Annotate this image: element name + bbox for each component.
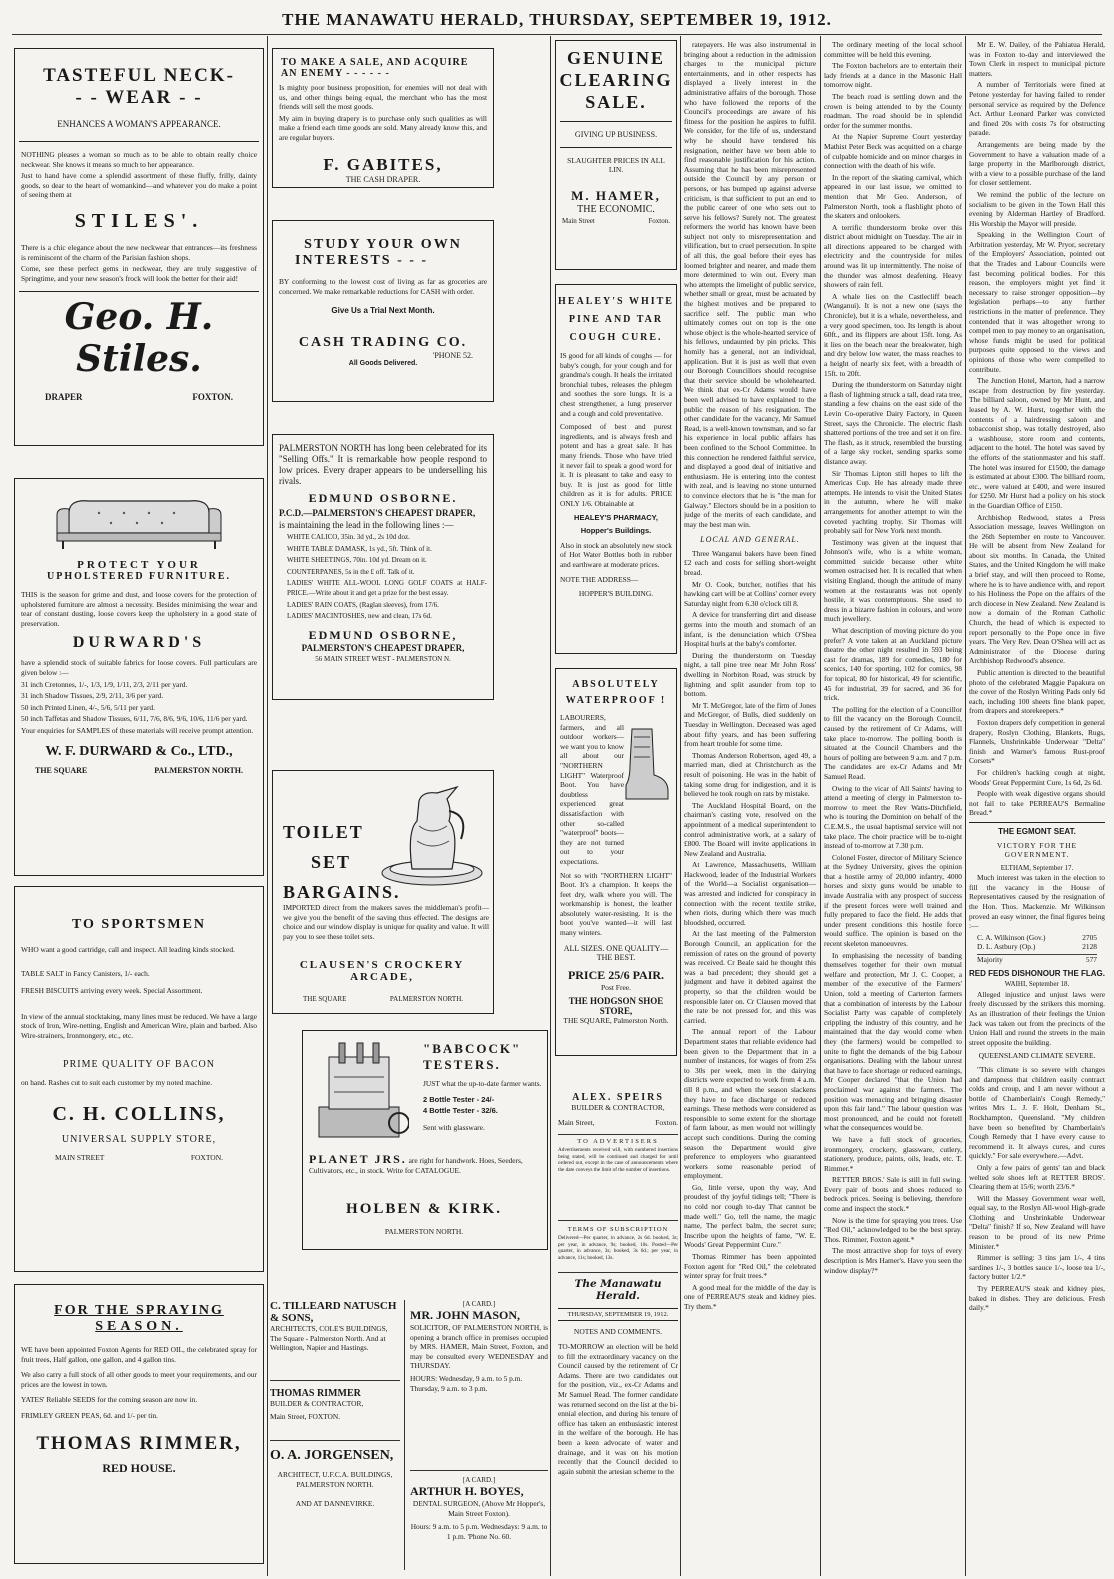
news-paragraph: Owing to the vicar of All Saints' having to attend a meeting of clergy in Palmerston to-morrow to meet the Rev Watts-Ditchfield, who is touring the Dominion on behalf of the C.E.M.S., the usual baptismal service will not take place. The choir practice will be to-night instead of to-morrow at 7.30 p.m. [824, 783, 962, 851]
result-value: 2128 [1082, 942, 1097, 952]
cash-name: CASH TRADING CO. [298, 335, 468, 351]
durward-item: 31 inch Cretonnes, 1/-, 1/3, 1/9, 1/11, 2/3, 2/11 per yard. [21, 679, 188, 689]
stiles-text: Come, see these perfect gems in neckwear, they are truly suggestive of Springtime, and your new season's frock will look the better for their aid! [21, 264, 257, 283]
rimmer-advert [14, 1284, 264, 1564]
victory-heading: VICTORY FOR THE GOVERNMENT. [996, 840, 1078, 860]
jorgensen-name: O. A. JORGENSEN, [270, 1448, 394, 1463]
gabites-name: F. GABITES, [323, 154, 443, 174]
result-name: Majority [977, 955, 1003, 965]
osborne-address: 56 MAIN STREET WEST - PALMERSTON N. [315, 654, 451, 663]
clausen-name: CLAUSEN'S CROCKERY ARCADE, [299, 959, 465, 983]
result-name: D. L. Astbury (Op.) [977, 942, 1036, 952]
gabites-text: My aim in buying drapery is to purchase only such qualities as will make a friend each time goods are sold. Many already know this, and are regular buyers. [279, 113, 487, 142]
gabites-text: Is mighty poor business proposition, for enemies will not deal with us, and other things being equal, the merchant who has the most friends will sell the most goods. [279, 83, 487, 112]
section-rule [558, 1134, 678, 1135]
cash-trading-advert [272, 220, 494, 402]
osborne-name: EDMUND OSBORNE. [308, 491, 458, 505]
collins-advert [14, 886, 264, 1272]
eltham-dateline: ELTHAM, September 17. [1000, 863, 1074, 872]
clausen-title: TOILET [283, 822, 364, 842]
speirs-address-left: Main Street, [558, 1118, 595, 1127]
cash-delivered: All Goods Delivered. [348, 360, 418, 368]
news-paragraph: The beach road is settling down and the crown is being attended to by the County roadman. The road should be in splendid order for the summer months. [824, 91, 962, 130]
durward-text: have a splendid stock of suitable fabrics for loose covers. Full particulars are given below :— [21, 658, 257, 677]
news-paragraph: Three Wanganui bakers have been fined £2 each and costs for selling short-weight bread. [684, 548, 816, 578]
news-paragraph: At Lawrence, Massachusetts, William Hackwood, leader of the Industrial Workers of the World—a Socialist organisation—was arrested and indicted for conspiracy in connection with the recent textile strike, when riots, during which there was much bloodshed, occurred. [684, 860, 816, 927]
rimmer-text: YATES' Reliable SEEDS for the coming season are now in. [21, 1395, 198, 1405]
subscription-title: TERMS OF SUBSCRIPTION [567, 1226, 669, 1233]
durward-advert [14, 478, 264, 876]
durward-item: 31 inch Shadow Tissues, 2/9, 2/11, 3/6 per yard. [21, 691, 164, 701]
advertisers-notice [558, 1138, 678, 1173]
holben-title: "BABCOCK" TESTERS. [423, 1041, 522, 1072]
stiles-signature: Geo. H. Stiles. [64, 296, 214, 381]
rimmer-place: RED HOUSE. [102, 1460, 176, 1475]
speirs-name: ALEX. SPEIRS [572, 1092, 664, 1103]
hodgson-text: Not so with "NORTHERN LIGHT" Boot. It's a champion. It keeps the feet dry, walk where you will. The workmanship is honest, the leather absolutely water-resisting. It is the boot you've wanted—it will last many winters. [560, 870, 672, 938]
herald-section: NOTES AND COMMENTS. [573, 1327, 663, 1336]
collins-title: TO SPORTSMEN [71, 917, 207, 932]
speirs-address-right: Foxton. [655, 1118, 678, 1127]
news-column-5 [824, 40, 962, 1575]
durward-title-2: UPHOLSTERED FURNITURE. [46, 571, 232, 582]
rimmer-card-address: Main Street, FOXTON. [270, 1412, 341, 1421]
rimmer-text: FRIMLEY GREEN PEAS, 6d. and 1/- per tin. [21, 1410, 158, 1420]
collins-text: on hand. Rashes cut to suit each customer by my noted machine. [21, 1077, 213, 1087]
card-rule [410, 1470, 548, 1471]
durward-footer-left: THE SQUARE [35, 765, 88, 775]
hodgson-text: LABOURERS, farmers, and all outdoor workers—we want you to know all about our "NORTHERN LIGHT" Waterproof Boot. You have doubtless experienced great dissatisfaction with other so-called "waterproof" boots—they are not turned out to your expectations. [560, 713, 624, 866]
osborne-item: LADIES' WHITE ALL-WOOL LONG GOLF COATS at HALF-PRICE.—Write about it and get a prize for the best essay. [287, 579, 487, 597]
news-column-4 [684, 40, 816, 1575]
holben-tester-2: 2 Bottle Tester - 24/- [423, 1094, 495, 1104]
news-paragraph: At the Napier Supreme Court yesterday Mathist Peter Beck was acquitted on a charge of culpable homicide and on minor charges in connection with the death of his wife. [824, 132, 962, 171]
news-paragraph: Go, little verse, upon thy way, And proudest of thy joyful tidings tell; "There is no cold nor cough to-day That cannot be made well." Go, tell the name, the magic name, The perfect balm, the secret sure; Inscribe upon the heights of fame, "W. E. Woods' Great Peppermint Cure." [684, 1182, 816, 1250]
news-paragraph: During the thunderstorm on Tuesday night, a tall pine tree near Mr John Ross' dwelling in Norbiton Road, was struck by lightning and split asunder from top to bottom. [684, 650, 816, 699]
advertisers-title: TO ADVERTISERS [577, 1138, 659, 1145]
healey-name: HEALEY'S PHARMACY, [574, 512, 658, 522]
news-paragraph: The polling for the election of a Councillor to fill the vacancy on the Borough Council, caused by the retirement of Cr Adams, will take place to-morrow. The polling booth is situated at the Council Chambers and the hours of polling are between 9 a.m. and 7 p.m. The candidates are ex-Cr Adams and Mr Samuel Read. [824, 704, 962, 781]
gabites-title: TO MAKE A SALE, AND ACQUIRE AN ENEMY - - - - - - [281, 57, 469, 79]
osborne-item: COUNTERPANES, 5s in the £ off. Talk of it. [287, 567, 415, 576]
boyes-text: DENTAL SURGEON, (Above Mr Hopper's, Main Street Foxton). [412, 1499, 546, 1518]
news-paragraph: In the report of the skating carnival, which appeared in our last issue, we omitted to mention that Mr Geo. Anderson, of Palmerston North, took a flashlight photo of the skaters and onlookers. [824, 172, 962, 221]
holben-planet: PLANET JRS. [309, 1152, 407, 1166]
rimmer-card-text: BUILDER & CONTRACTOR, [270, 1399, 364, 1408]
news-paragraph: Testimony was given at the inquest that Johnson's wife, who is a white woman, committed suicide because other white women ostracised her. It is recalled that when visiting England, though the attitude of many women at the restaurants was not openly hostile, it was contemptuous. She used to dress in a bizarre fashion in colours, and wore much jewellery. [824, 537, 962, 624]
news-paragraph: The ordinary meeting of the local school committee will be held this evening. [824, 40, 962, 59]
boyes-hours: Hours: 9 a.m. to 5 p.m. Wednesdays: 9 a.m. to 1 p.m. 'Phone No. 60. [410, 1522, 548, 1541]
durward-item: 50 inch Taffetas and Shadow Tissues, 6/11, 7/6, 8/6, 9/6, 10/6, 11/6 per yard. [21, 714, 248, 724]
herald-editorial [558, 1278, 678, 1552]
holben-sent: Sent with glassware. [423, 1122, 485, 1132]
speirs-text: BUILDER & CONTRACTOR, [571, 1103, 665, 1112]
hamer-name: M. HAMER, [571, 188, 661, 203]
red-feds-heading: RED FEDS DISHONOUR THE FLAG. [969, 968, 1105, 978]
boyes-card [410, 1476, 548, 1541]
stiles-name: STILES'. [74, 209, 204, 232]
boyes-card-label: [A CARD.] [462, 1476, 496, 1484]
healey-title: HEALEY'S WHITE PINE AND TAR COUGH CURE. [558, 296, 674, 343]
stiles-title-2: - - WEAR - - [75, 87, 203, 108]
news-paragraph: Sir Thomas Lipton still hopes to lift the Americas Cup. He has already made three attempts. He intends to visit the United States in the autumn, where he will make arrangements for another attempt to win the coveted yachting trophy. Sir Thomas will probably sail for New York next month. [824, 468, 962, 536]
cash-trial: Give Us a Trial Next Month. [331, 306, 435, 316]
news-paragraph: At the last meeting of the Palmerston Borough Council, an application for the remission of rates on the ground of poverty was received. Cr Beale said he thought this was a bad precedent; they should get a judgment and have it debited against the property, so that the children would be responsible later on. Cr Clausen moved that the rate be not pressed for, and this was carried. [684, 929, 816, 1025]
news-paragraph: For children's hacking cough at night, Woods' Great Peppermint Cure, 1s 6d, 2s 6d. [969, 767, 1105, 787]
hamer-name-2: THE ECONOMIC. [577, 204, 655, 215]
osborne-item: LADIES' MACINTOSHES, new and clean, 17s 6d. [287, 612, 432, 621]
news-paragraph: The Junction Hotel, Marton, had a narrow escape from destruction by fire yesterday. The billiard saloon, owned by Mr Hunt, and leased by A. W. Hurst, together with the contents of a hairdressing saloon and tobacconist shop, was totally destroyed, also a washhouse, store room and contents, adjacent to the hotel. The hotel was saved by the efforts of the stationmaster and his staff. The hotel was insured for £1500, the damage is estimated at about £300. The billiard room, etc., were valued at £400, and were insured for £250. Mr Hurst had a policy on his stock in the Guardian Office of £150. [969, 376, 1105, 510]
rimmer-card [270, 1388, 400, 1421]
boyes-name: ARTHUR H. BOYES, [410, 1484, 524, 1498]
herald-logo: The Manawatu Herald. [574, 1278, 662, 1302]
result-row [977, 954, 1097, 965]
babcock-tester-illustration [309, 1037, 409, 1147]
collins-text: In view of the annual stocktaking, many lines must be reduced. We have a large stock of Iron, Wire-netting, English and American Wire, plain and barbed. Also Wire-strainers, Ironmongery, etc., etc. [21, 1011, 257, 1040]
holben-advert [302, 1030, 548, 1250]
mason-text: SOLICITOR, OF PALMERSTON NORTH, is opening a branch office in premises occupied by MRS. HAMER, Main Street, Foxton, and may be consulted every WEDNESDAY and THURSDAY. [410, 1323, 548, 1371]
hodgson-post: Post Free. [601, 982, 631, 992]
news-paragraph: RETTER BROS.' Sale is still in full swing. Every pair of boots and shoes reduced to bedrock prices. Seeing is believing, therefore come and inspect the stock.* [824, 1175, 962, 1214]
gabites-advert [272, 48, 494, 188]
queensland-heading: QUEENSLAND CLIMATE SEVERE. [978, 1051, 1096, 1061]
stiles-title: TASTEFUL NECK- [43, 65, 235, 86]
stiles-advert [14, 48, 264, 446]
subscription-notice [558, 1226, 678, 1261]
gabites-subtitle: THE CASH DRAPER. [345, 174, 421, 184]
result-row [977, 942, 1097, 952]
news-paragraph: We have a full stock of groceries, ironmongery, crockery, glassware, cutlery, stationery, produce, paints, oils, leads, etc. T. Rimmer.* [824, 1134, 962, 1173]
result-value: 577 [1085, 955, 1097, 965]
news-paragraph: The Auckland Hospital Board, on the chairman's casting vote, resolved on the appointment of a medical superintendent to control administrative work, at a salary of £800. The Board will invite applications in New Zealand and Australia. [684, 800, 816, 858]
news-paragraph: Will the Massey Government wear well, equal say, to the Roslyn All-wool High-grade Clothing and Unshrinkable Underwear "Delta" finish? If so, New Zealand will have reason to be proud of its new Prime Minister.* [969, 1193, 1105, 1251]
osborne-subtitle: PALMERSTON'S CHEAPEST DRAPER, [301, 642, 465, 653]
news-paragraph: Arrangements are being made by the Government to have a valuation made of a large property in the Marlborough district, with a view to a possible purchase of the land for closer settlement. [969, 139, 1105, 188]
holben-place: PALMERSTON NORTH. [384, 1227, 464, 1236]
toilet-set-illustration [377, 781, 487, 891]
healey-building: Hopper's Buildings. [580, 525, 652, 535]
column-rule [680, 36, 681, 1576]
herald-text: TO-MORROW an election will be held to fill the extraordinary vacancy on the Council caused by the retirement of Cr Adams. There are two candidates out for the position, viz., ex-Cr Adams and Mr Samuel Read. The former candidate was returned second on the list at the bi-ennial election, and during his tenure of office has taken an enthusiastic interest in the welfare of the borough. He has been a keen advocate of water and drainage, and it was on his motion recently that the Council decided to again submit the artesian scheme to the [558, 1342, 678, 1476]
result-name: C. A. Wilkinson (Gov.) [977, 932, 1046, 942]
healey-text: Composed of best and purest ingredients, and is always fresh and potent and has a great sale. It has many friends. Those who have tried it never fail to speak a good word for it. It is pleasant to take and easy to buy. It is just as good for little children as it is for adults. PRICE ONLY 1/6. Obtainable at [560, 422, 672, 508]
section-rule [558, 1220, 678, 1221]
osborne-advert [272, 434, 494, 700]
card-rule [404, 1300, 405, 1570]
hamer-subtitle: GIVING UP BUSINESS. [574, 130, 658, 139]
stiles-text: NOTHING pleases a woman so much as to be able to obtain really choice neckwear. She knows it means so much to her appearance. [21, 150, 257, 169]
card-rule [270, 1380, 400, 1381]
hamer-advert [555, 40, 677, 270]
hamer-title: GENUINE CLEARING SALE. [559, 48, 673, 112]
news-column-6 [969, 40, 1105, 1575]
jorgensen-text: ARCHITECT, U.F.C.A. BUILDINGS, PALMERSTON NORTH. [277, 1470, 393, 1489]
news-paragraph: A whale lies on the Castlecliff beach (Wanganui). It is not a new one (says the Chronicle), but it is a whale, nevertheless, and a very good specimen, too. Its length is about 60ft., and its flippers are about 15ft. long. As it lies on the beach near the breakwater, high and dry below low water, the mass reaches to a height of nearly six feet, with a breadth of 15ft. to 20ft. [824, 291, 962, 378]
hamer-address-left: Main Street [562, 217, 595, 225]
news-paragraph: The most attractive shop for toys of every description is Mrs Hamer's. Have you seen the window display?* [824, 1246, 962, 1275]
stiles-text: There is a chic elegance about the new neckwear that entrances—its freshness is reminiscent of the charm of the Parisian fashion shops. [21, 242, 257, 262]
stiles-footer-left: DRAPER [45, 392, 83, 403]
news-paragraph: Foxton drapers defy competition in general drapery, Roslyn Clothing, Blankets, Rugs, Flannels, Unshrinkable Underwear "Delta" finish and Warner's famous Rust-proof Corsets* [969, 717, 1105, 766]
mason-card [410, 1300, 548, 1393]
news-paragraph: Much interest was taken in the election to fill the vacancy in the House of Representatives caused by the resignation of the Hon. Thos. Mackenzie. Mr Wilkinson proved an easy winner, the final figures being :— [969, 873, 1105, 931]
masthead: THE MANAWATU HERALD, THURSDAY, SEPTEMBER 19, 1912. [282, 10, 832, 29]
rimmer-title-2: SEASON. [95, 1319, 183, 1334]
jorgensen-address: AND AT DANNEVIRKE. [295, 1499, 375, 1509]
cash-title: STUDY YOUR OWN [304, 237, 462, 252]
hamer-address-right: Foxton. [648, 217, 670, 225]
hodgson-price: PRICE 25/6 PAIR. [567, 967, 665, 982]
news-paragraph: Speaking in the Wellington Court of Arbitration yesterday, Mr W. Pryor, secretary of the Employers' Association, pointed out that the Trades and Labour Councils were fast becoming political bodies. For this reason, the employers might yet find it necessary to raise stronger opposition—by legislation perhaps—to any further restrictions in the matter of preference. They contended that it was altogether wrong to compel men to pay money to an organisation, whose funds might be used for political purposes quite opposed to the views and opinions of those who were compelled to contribute. [969, 230, 1105, 374]
jorgensen-card [270, 1448, 400, 1508]
hodgson-title: ABSOLUTELY WATERPROOF ! [565, 679, 667, 706]
osborne-item: WHITE SHEETINGS, 70in. 10d yd. Dream on it. [287, 556, 427, 565]
collins-text: FRESH BISCUITS arriving every week. Special Assortment. [21, 986, 203, 996]
tillard-text: ARCHITECTS, COLE'S BUILDINGS, The Square - Palmerston North. And at Wellington, Napier and Hastings. [270, 1324, 388, 1353]
news-paragraph: Try PERREAU'S steak and kidney pies, baked in dishes. They are delicious. Fresh daily.* [969, 1284, 1105, 1313]
news-paragraph: The Foxton bachelors are to entertain their lady friends at a dance in the Masonic Hall tomorrow night. [824, 61, 962, 90]
advertisers-text: Advertisements received will, with numbered insertions being stated, will be continued and charged for until ordered out, except in the case of announcements where the date conveys the limit of the number of insertions. [558, 1147, 678, 1173]
news-paragraph: Mr O. Cook, butcher, notifies that his hawking cart will be at Collins' corner every Saturday night from 6.30 o'clock till 8. [684, 579, 816, 608]
clausen-text: IMPORTED direct from the makers saves the middleman's profit—we give you the benefit of the saving thus effected. The designs are choice and our window display is unique for quality and value. It will pay you to see these toilet sets. [283, 903, 489, 941]
durward-name: DURWARD'S [72, 634, 206, 652]
healey-text: IS good for all kinds of coughs — for baby's cough, for your cough and for grandma's cough. It heals the irritated bronchial tubes, releases the phlegm and soothes the sore lungs. It is a chest strengthener, a lung preserver and a cough and cold preventative. [560, 351, 672, 418]
cash-text: BY conforming to the lowest cost of living as far as groceries are concerned. We make remarkable reductions for CASH with order. [279, 277, 487, 296]
news-paragraph: During the thunderstorm on Saturday night a flash of lightning struck a tall, dead rata tree, standing a few chains on the east side of the Levin Co-operative Dairy Factory, in Queen Street, says the Chronicle. The electric flash shattered portions of the tree and set it on fire. The flash, as it struck, resembled the bursting of a large sky rocket, sending sparks some distance away. [824, 380, 962, 466]
news-paragraph: Rimmer is selling: 3 tins jam 1/-, 4 tins sardines 1/-, 3 bottles sauce 1/-, loose tea 1/-, factory butter 1/2.* [969, 1253, 1105, 1282]
column-rule [820, 36, 821, 1576]
healey-address: HOPPER'S BUILDING. [578, 588, 654, 598]
holben-text: JUST what the up-to-date farmer wants. [423, 1079, 542, 1088]
holben-tester-4: 4 Bottle Tester - 32/6. [423, 1105, 498, 1115]
news-paragraph: Thomas Rimmer has been appointed Foxton agent for "Red Oil," the celebrated winter spray for fruit trees.* [684, 1252, 816, 1281]
news-paragraph: People with weak digestive organs should not fail to take PERREAU'S Bermaline Bread.* [969, 789, 1105, 818]
osborne-item: WHITE TABLE DAMASK, 1s yd., 5ft. Think of it. [287, 544, 432, 553]
clausen-advert [272, 770, 494, 1014]
collins-bacon: PRIME QUALITY OF BACON [63, 1058, 215, 1070]
collins-footer-left: MAIN STREET [55, 1153, 105, 1163]
news-paragraph: Archbishop Redwood, states a Press Association message, leaves Wellington on the 26th September en route to Vancouver. He will be absent from New Zealand for about six months. In Canada, the United States, and the United Kingdom he will make a brief stay, and will then proceed to Rome, where he is to have audience with, and report to his Holiness the Pope on the affairs of the arch diocese in New Zealand. New Zealand is now a domain of the Roman Catholic Church, the head of which is expected to report personally to the Pope once in five years. The Very Rev. Dean O'Shea will act as Administrator of the Diocese during Archbishop Redwood's absence. [969, 512, 1105, 666]
collins-footer-right: FOXTON. [190, 1153, 223, 1163]
osborne-text: PALMERSTON NORTH has long been celebrated for its "Selling Offs." It is remarkable how people respond to low prices. Every draper appears to be underselling his rivals. [279, 443, 487, 486]
cash-title-2: INTERESTS - - - [295, 253, 429, 268]
holben-name: HOLBEN & KIRK. [346, 1201, 502, 1217]
collins-text: WHO want a good cartridge, call and inspect. All leading kinds stocked. [21, 945, 235, 954]
osborne-pcd: P.C.D.—PALMERSTON'S CHEAPEST DRAPER, [279, 508, 476, 518]
speirs-card [558, 1092, 678, 1127]
healey-text: NOTE THE ADDRESS— [560, 575, 639, 585]
subscription-text: Delivered—Per quarter, in advance, 2s 6d. booked, 3s; per year, in advance, 9s; booked, 10s. Posted—Per quarter, in advance, 3s; booked, 3s 6d.; per year, in advance, 11s; booked, 13s. [558, 1235, 678, 1261]
news-paragraph: Only a few pairs of gents' tan and black welted sole shoes left at RETTER BROS'. Clearing them at 15/6; worth 23/6.* [969, 1162, 1105, 1192]
hodgson-sizes: ALL SIZES. ONE QUALITY—THE BEST. [563, 943, 669, 962]
clausen-footer-right: PALMERSTON NORTH. [389, 995, 463, 1003]
durward-firm: W. F. DURWARD & Co., LTD., [45, 743, 233, 759]
boot-illustration [622, 725, 672, 805]
cash-phone: 'PHONE 52. [432, 351, 473, 361]
news-paragraph: Now is the time for spraying you trees. Use "Red Oil," acknowledged to be the best spray. Thos. Rimmer, Foxton agent.* [824, 1215, 962, 1244]
hodgson-advert [555, 668, 677, 1056]
news-paragraph: ratepayers. He was also instrumental in bringing about a reduction in the admission charges to the municipal picture entertainments, and in other respects has displayed a lively interest in the administrative affairs of the borough. Those who have followed the reports of the Council's proceedings are aware of his fitness for the position he aspires to fulfil. We consider, for the life of us, understand why he should have tendered his resignation, neither have we been able to find reasonable justification for his action. Assuming that he has been misrepresented outside the Council by any person or persons, or has bumped up against adverse criticism, is that sufficient to put an end to the public career of one who sets out to serve his fellows? Surely not. The greatest reformers the world has known have been subject not only to misrepresentation and vilification, but to cruel persecution. In spite of all this, the goal before their eyes has loomed brighter and nearer, and made them more determined to win out. Every man who attempts the limelight of public service, whether small or great, must be actuated by the highest motives and be prepared to sacrifice self. The public man who ultimately comes out on top is the one whose object is the whole-hearted service of his fellows, undaunted by pin pricks. This homily has a general, not an individual, application. But it is just as well that even our Borough Councillors should recognise that their service should be wholehearted. We think that ex-Cr Adams would have been well advised to have explained to the public the reason of his resignation. The other candidate for the vacancy, Mr Samuel Read, is a well-known townsman, and so far his experience in local public affairs has been confined to the School Committee. In this connection he rendered faithful service, and displayed a good deal of initiative and enthusiasm. He is entering into the contest with zeal, and is leaving no stone unturned to convince electors that he is "the man for Galway." Electors should be in a position to judge of the merits of each candidate, and may the best man win. [684, 40, 816, 529]
osborne-name-2: EDMUND OSBORNE, [308, 627, 458, 642]
result-row [977, 933, 1097, 943]
collins-text: TABLE SALT in Fancy Canisters, 1/- each. [21, 968, 150, 978]
rimmer-text: We also carry a full stock of all other goods to meet your requirements, and our prices are the lowest in town. [21, 1370, 257, 1389]
local-general-heading: LOCAL AND GENERAL. [700, 535, 800, 545]
rimmer-name: THOMAS RIMMER, [36, 1432, 242, 1454]
masthead-rule [12, 34, 1102, 35]
news-paragraph: A good meal for the middle of the day is one of PERREAU'S steak and kidney pies. Try them.* [684, 1282, 816, 1311]
mason-card-label: [A CARD.] [462, 1300, 496, 1308]
news-paragraph: Mr T. McGregor, late of the firm of Jones and McGregor, of Bulls, died suddenly on Tuesday in Wellington. Deceased was aged about fifty years, and has been suffering from heart trouble for some time. [684, 700, 816, 749]
sofa-illustration [49, 493, 229, 553]
waihi-dateline: WAIHI, September 18. [1004, 980, 1070, 989]
osborne-text: is maintaining the lead in the following lines :— [279, 520, 454, 530]
news-paragraph: A terrific thunderstorm broke over this district about midnight on Tuesday. The air in all directions appeared to be charged with electricity and the countryside for miles around was lit up intermittently. The noise of the thunder was almost deafening. Heavy showers of rain fell. [824, 222, 962, 290]
healey-text: Also in stock an absolutely new stock of Hot Water Bottles both in rubber and earthware at moderate prices. [560, 540, 672, 569]
clausen-footer-left: THE SQUARE [303, 995, 347, 1003]
tillard-name: C. TILLEARD NATUSCH & SONS, [270, 1300, 397, 1324]
news-paragraph: The annual report of the Labour Department states that reliable evidence had been given to the Department that in a number of instances, for wages of from 25s to 30s per week, men in the dairying districts were expected to work from 4 a.m. till 8 p.m., and when the season slackens they have to face discharge or reduced earnings. These methods were considered as responsible to some extent for the shortage of farm labour, as men would not willingly accept such conditions. During the coming season the Department would give preference to employers who guaranteed workers some reasonable period of employment. [684, 1027, 816, 1181]
hodgson-name: THE HODGSON SHOE STORE, [568, 995, 664, 1016]
durward-item: 50 inch Printed Linen, 4/-, 5/6, 5/11 per yard. [21, 702, 155, 712]
durward-footer-right: PALMERSTON NORTH. [154, 765, 243, 775]
news-paragraph: Thomas Anderson Robertson, aged 49, a married man, died at Christchurch as the result of poisoning. He was in the habit of taking some drug for indigestion, and it is believed he took rough on rats by mistake. [684, 750, 816, 799]
osborne-item: WHITE CALICO, 35in. 3d yd., 2s 10d doz. [287, 533, 410, 541]
healey-advert [555, 284, 677, 654]
osborne-item: LADIES' RAIN COATS, (Raglan sleeves), from 17/6. [287, 600, 439, 609]
section-rule [558, 1272, 678, 1273]
column-rule [965, 36, 966, 1576]
clausen-title-3: BARGAINS. [283, 882, 401, 902]
rimmer-title: FOR THE SPRAYING [54, 1303, 224, 1318]
hamer-text: SLAUGHTER PRICES IN ALL LIN. [567, 156, 665, 174]
stiles-text: Just to hand have come a splendid assortment of these fluffy, frilly, dainty goods, so dear to the heart of womankind—and whatever you do make a point of seeing them at [21, 171, 257, 200]
result-value: 2705 [1082, 932, 1097, 942]
news-paragraph: What description of moving picture do you prefer? A vote taken at an Auckland picture theatre the other night resulted in 593 being cast for dramas, 189 for comedies, 180 for scenics, 140 for sporting, 102 for comics, 98 for topical, 80 for historical, 49 for scientific, 45 for industrial, 39 for sacred, and 36 for trick. [824, 626, 962, 703]
hodgson-address: THE SQUARE, Palmerston North. [563, 1015, 669, 1025]
news-paragraph: Alleged injustice and unjust laws were freely discussed by the strikers this morning. As an illustration of their feelings the Union Jack was taken out from the precincts of the Union Hall and round the streets in the main street opposite the building. [969, 989, 1105, 1047]
news-paragraph: "This climate is so severe with changes and dampness that children easily contract colds and croup, and I am never without a bottle of Chamberlain's Cough Remedy," writes Mrs L. J. F. Holt, Denham St., Rockhampton, Queensland. "My children have been so benefited by Chamberlain's Cough Remedy that I have every cause to recommend it. It always cures, and cures quickly." For sale everywhere.—Advt. [969, 1064, 1105, 1161]
column-rule [550, 36, 551, 1576]
stiles-footer-right: FOXTON. [192, 392, 233, 403]
durward-text: Your enquiries for SAMPLES of these materials will receive prompt attention. [21, 725, 254, 735]
news-paragraph: Colonel Foster, director of Military Science at the Sydney University, gives the opinion that a hostile army of 20,000 infantry, 4000 horses and sixty guns would be unable to invade Australia with any prospect of success if the present forces were well trained and fully prepared to face the field. He adds that under present conditions this hostile force would suffice. The opinion is based on the recent skeleton manoeuvres. [824, 852, 962, 949]
news-paragraph: Mr E. W. Dailey, of the Pahiatua Herald, was in Foxton to-day and interviewed the Town Clerk in respect to municipal picture matters. [969, 40, 1105, 78]
news-paragraph: Public attention is directed to the beautiful photo of the celebrated Maggie Papakura on the cover of the Roslyn Writing Pads only 6d each, including 100 sheets fine blank paper, from drapers and storekeepers.* [969, 668, 1105, 716]
holben-planet-text: are right for handwork. Hoes, Seeders, Cultivators, etc., in stock. Write for CATALOGUE. [309, 1156, 523, 1175]
mason-name: MR. JOHN MASON, [410, 1308, 520, 1322]
clausen-title-2: SET [311, 852, 352, 872]
collins-firm-2: UNIVERSAL SUPPLY STORE, [61, 1134, 217, 1146]
stiles-subtitle: ENHANCES A WOMAN'S APPEARANCE. [57, 119, 221, 129]
collins-firm: C. H. COLLINS, [52, 1103, 226, 1126]
egmont-heading: THE EGMONT SEAT. [998, 826, 1076, 836]
rimmer-text: WE have been appointed Foxton Agents for RED OIL, the celebrated spray for fruit trees, Half gallon, one gallon, and 4 gallon tins. [21, 1345, 257, 1364]
herald-date: THURSDAY, SEPTEMBER 19, 1912. [558, 1308, 678, 1321]
rimmer-card-name: THOMAS RIMMER [270, 1388, 361, 1399]
durward-text: THIS is the season for grime and dust, and loose covers for the protection of upholstered furniture are almost a necessity. Besides minimising the wear and tear of constant dusting, loose covers keep the upholstery in a good state of preservation. [21, 590, 257, 628]
news-paragraph: In emphasising the necessity of banding themselves together for their own mutual welfare and protection, Mr J. C. Cooper, a member of the executive of the Farmers' Union, told a meeting of Carterton farmers that a combination of interests by the Labour Socialist Party was capable of completely crippling the industry of this country, and he maintained that the day would come when they (the farmers) would be compelled to unite to fight the demands of the big Labour organisations. Dealing with the labour unrest that have to face shortage or reduced earnings, Mr Cooper declared "that the Union had proclaimed war against the farmers. The position was menacing and bringing disaster upon this fair land." The labour question was most pronounced, and he could not foretell what the consequences would be. [824, 950, 962, 1133]
mason-hours: HOURS: Wednesday, 9 a.m. to 5 p.m. Thursday, 9 a.m. to 3 p.m. [410, 1373, 523, 1393]
news-paragraph: A device for transferring dirt and disease germs into the mouth and stomach of an infant, is the denunciation which O'Shea Hospital hurls at the baby's comforter. [684, 610, 816, 649]
column-rule [267, 36, 268, 1576]
news-paragraph: A number of Territorials were fined at Petone yesterday for having failed to render personal service as required by the Defence Act. Arthur Leonard Parker was convicted and fined 20s with costs 7s for obstructing parade. [969, 80, 1105, 138]
news-paragraph: We remind the public of the lecture on socialism to be given in the Town Hall this evening by Alderman Hartley of Bradford. His Worship the Mayor will preside. [969, 189, 1105, 228]
tillard-card [270, 1300, 400, 1353]
durward-title: PROTECT YOUR [77, 559, 201, 571]
card-rule [270, 1440, 400, 1441]
